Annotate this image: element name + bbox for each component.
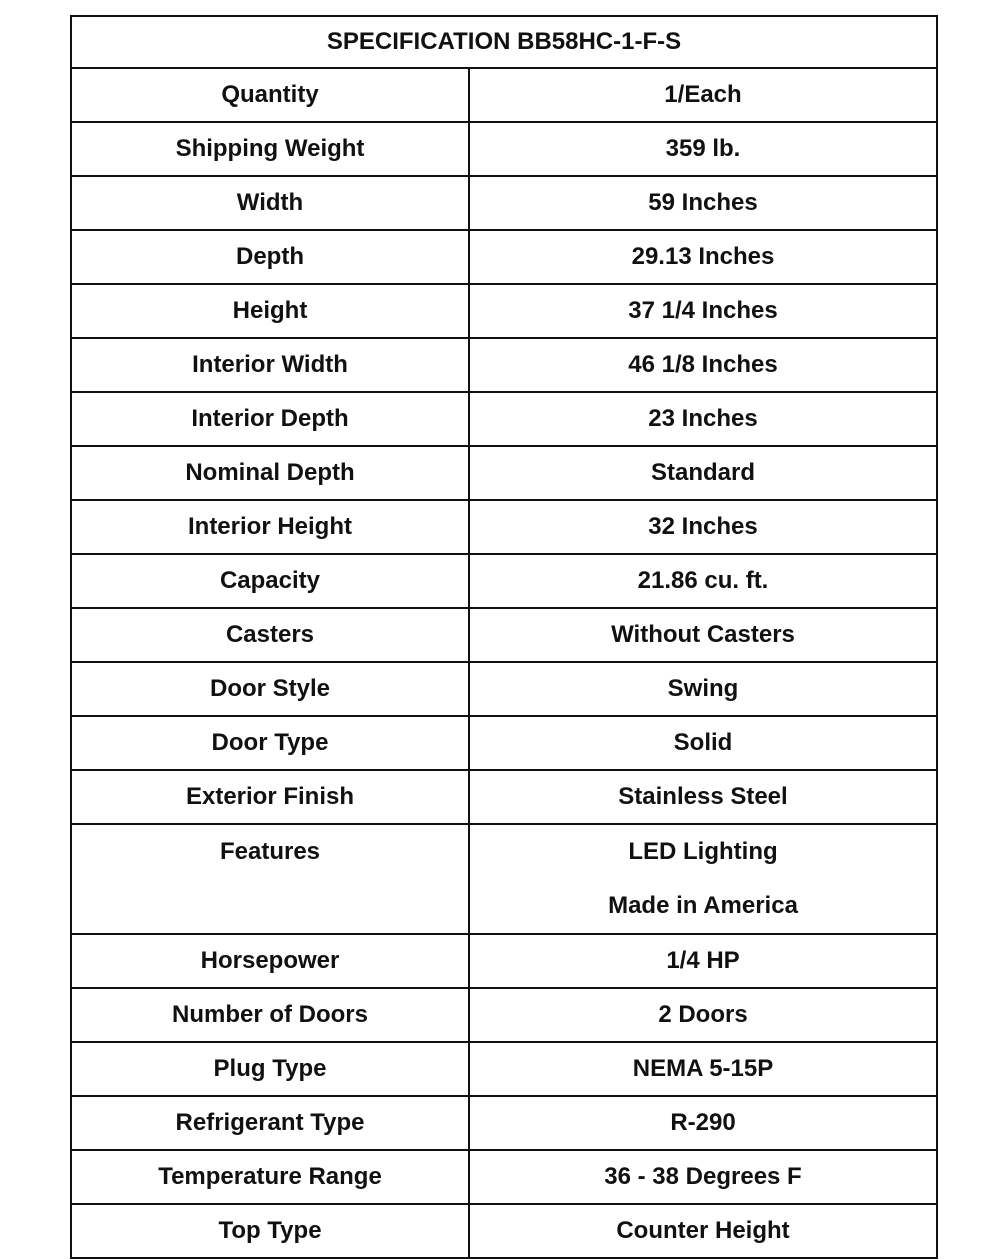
table-row (71, 1042, 937, 1096)
table-header-row (71, 16, 937, 68)
table-row (71, 1096, 937, 1150)
table-row (71, 608, 937, 662)
spec-label: Door Style (71, 662, 469, 716)
table-row (71, 716, 937, 770)
spec-label: Top Type (71, 1204, 469, 1258)
spec-label: Temperature Range (71, 1150, 469, 1204)
spec-label: Door Type (71, 716, 469, 770)
spec-label: Height (71, 284, 469, 338)
spec-value: 37 1/4 Inches (469, 284, 937, 338)
spec-value: Solid (469, 716, 937, 770)
spec-label: Interior Depth (71, 392, 469, 446)
spec-value: 59 Inches (469, 176, 937, 230)
table-row (71, 988, 937, 1042)
spec-value (469, 824, 937, 934)
table-row (71, 338, 937, 392)
table-row (71, 662, 937, 716)
spec-label-text: Features (219, 838, 321, 865)
spec-value: 21.86 cu. ft. (469, 554, 937, 608)
spec-value: R-290 (469, 1096, 937, 1150)
table-row (71, 824, 937, 934)
spec-value: 23 Inches (469, 392, 937, 446)
spec-value: 32 Inches (469, 500, 937, 554)
spec-label: Width (71, 176, 469, 230)
spec-value-line: LED Lighting (628, 838, 778, 865)
spec-value: 29.13 Inches (469, 230, 937, 284)
spec-value: 2 Doors (469, 988, 937, 1042)
table-row (71, 392, 937, 446)
spec-value: 36 - 38 Degrees F (469, 1150, 937, 1204)
table-row (71, 446, 937, 500)
spec-value: 46 1/8 Inches (469, 338, 937, 392)
table-row (71, 934, 937, 988)
table-row (71, 176, 937, 230)
spec-label: Plug Type (71, 1042, 469, 1096)
table-row (71, 1204, 937, 1258)
spec-value: Standard (469, 446, 937, 500)
spec-label: Refrigerant Type (71, 1096, 469, 1150)
spec-label: Quantity (71, 68, 469, 122)
specification-table (70, 15, 938, 1259)
spec-value-line: Made in America (608, 892, 798, 919)
spec-label: Interior Height (71, 500, 469, 554)
spec-value: Stainless Steel (469, 770, 937, 824)
spec-label: Exterior Finish (71, 770, 469, 824)
spec-value: Without Casters (469, 608, 937, 662)
spec-value: NEMA 5-15P (469, 1042, 937, 1096)
table-row (71, 1150, 937, 1204)
spec-label (71, 824, 469, 934)
spec-label: Capacity (71, 554, 469, 608)
table-row (71, 122, 937, 176)
table-row (71, 68, 937, 122)
spec-label: Number of Doors (71, 988, 469, 1042)
spec-value: 1/Each (469, 68, 937, 122)
spec-label: Casters (71, 608, 469, 662)
table-row (71, 770, 937, 824)
spec-value: Swing (469, 662, 937, 716)
spec-value: 359 lb. (469, 122, 937, 176)
table-row (71, 230, 937, 284)
spec-value: 1/4 HP (469, 934, 937, 988)
spec-label: Shipping Weight (71, 122, 469, 176)
spec-value: Counter Height (469, 1204, 937, 1258)
table-title: SPECIFICATION BB58HC-1-F-S (71, 16, 937, 68)
spec-label: Nominal Depth (71, 446, 469, 500)
table-row (71, 284, 937, 338)
table-row (71, 554, 937, 608)
table-row (71, 500, 937, 554)
spec-label: Depth (71, 230, 469, 284)
spec-label: Horsepower (71, 934, 469, 988)
spec-label: Interior Width (71, 338, 469, 392)
